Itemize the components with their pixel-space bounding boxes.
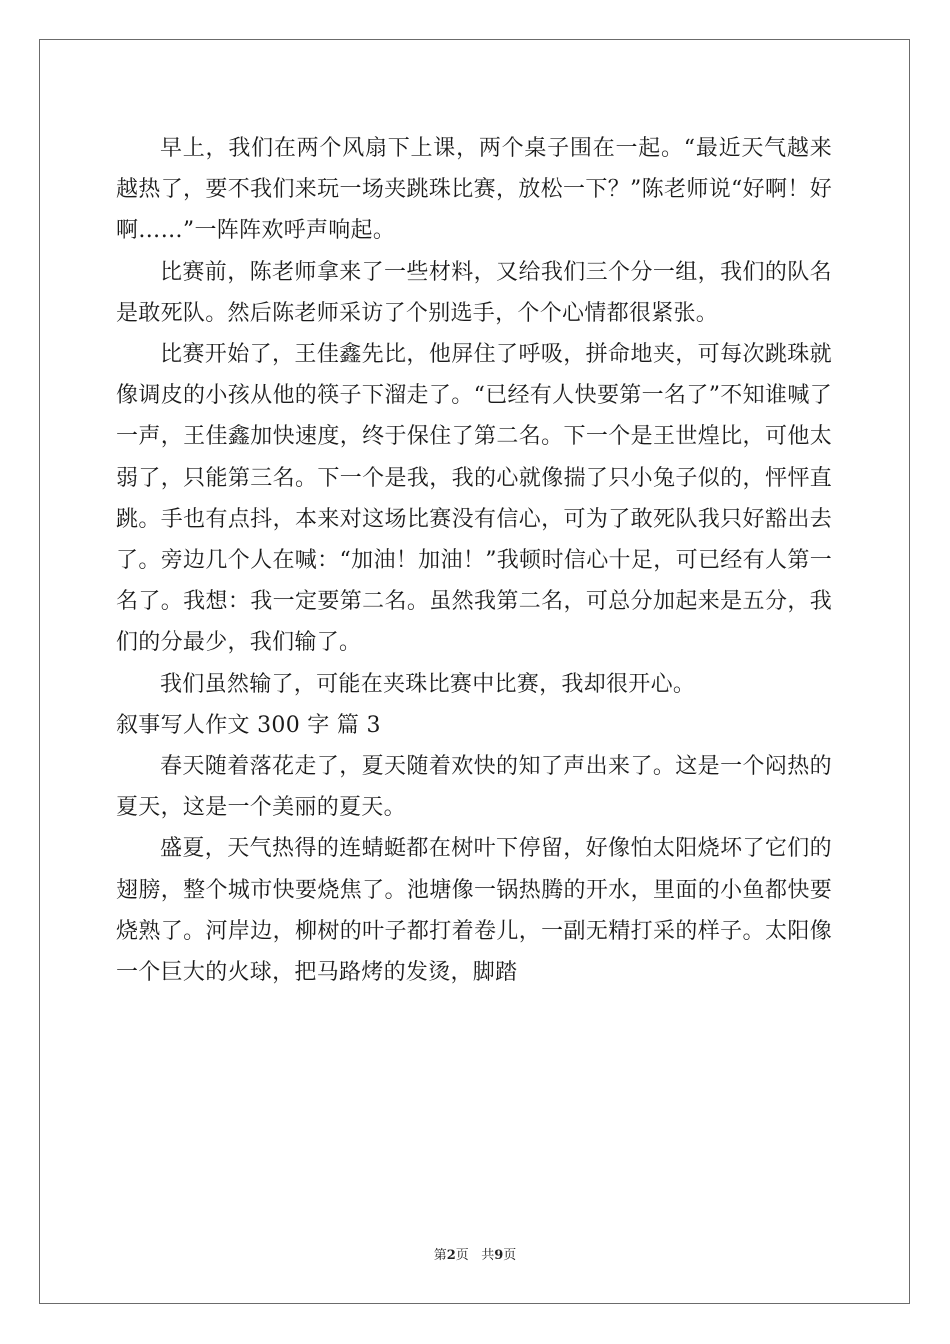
paragraph-2: 比赛前，陈老师拿来了一些材料，又给我们三个分一组，我们的队名是敢死队。然后陈老师采访了个别选手，个个心情都很紧张。 bbox=[116, 259, 832, 326]
document-body bbox=[116, 128, 832, 993]
paragraph-6: 盛夏，天气热得的连蜻蜓都在树叶下停留，好像怕太阳烧坏了它们的翅膀，整个城市快要烧焦了。池塘像一锅热腾的开水，里面的小鱼都快要烧熟了。河岸边，柳树的叶子都打着卷儿，一副无精打采的样子。太阳像一个巨大的火球，把马路烤的发烫，脚踏 bbox=[116, 836, 832, 986]
footer-total-suffix: 页 bbox=[503, 1248, 517, 1263]
page-footer bbox=[0, 1247, 950, 1265]
paragraph-1: 早上，我们在两个风扇下上课，两个桌子围在一起。“最近天气越来越热了，要不我们来玩一场夹跳珠比赛，放松一下？”陈老师说“好啊！好啊……”一阵阵欢呼声响起。 bbox=[116, 136, 832, 244]
footer-page-suffix: 页 bbox=[455, 1248, 469, 1263]
paragraph-5: 春天随着落花走了，夏天随着欢快的知了声出来了。这是一个闷热的夏天，这是一个美丽的夏天。 bbox=[116, 754, 832, 821]
section-heading: 叙事写人作文 300 字 篇 3 bbox=[116, 712, 381, 738]
paragraph-4: 我们虽然输了，可能在夹珠比赛中比赛，我却很开心。 bbox=[160, 671, 696, 697]
paragraph-3: 比赛开始了，王佳鑫先比，他屏住了呼吸，拼命地夹，可每次跳珠就像调皮的小孩从他的筷子下溜走了。“已经有人快要第一名了”不知谁喊了一声，王佳鑫加快速度，终于保住了第二名。下一个是王世煌比，可他太弱了，只能第三名。下一个是我，我的心就像揣了只小兔子似的，怦怦直跳。手也有点抖，本来对这场比赛没有信心，可为了敢死队我只好豁出去了。旁边几个人在喊：“加油！加油！”我顿时信心十足，可已经有人第一名了。我想：我一定要第二名。虽然我第二名，可总分加起来是五分，我们的分最少，我们输了。 bbox=[116, 342, 832, 656]
footer-total-pages: 9 bbox=[494, 1248, 504, 1263]
footer-page-number: 2 bbox=[446, 1248, 456, 1263]
footer-page-prefix: 第 bbox=[433, 1248, 447, 1263]
footer-total-prefix: 共 bbox=[481, 1248, 495, 1263]
